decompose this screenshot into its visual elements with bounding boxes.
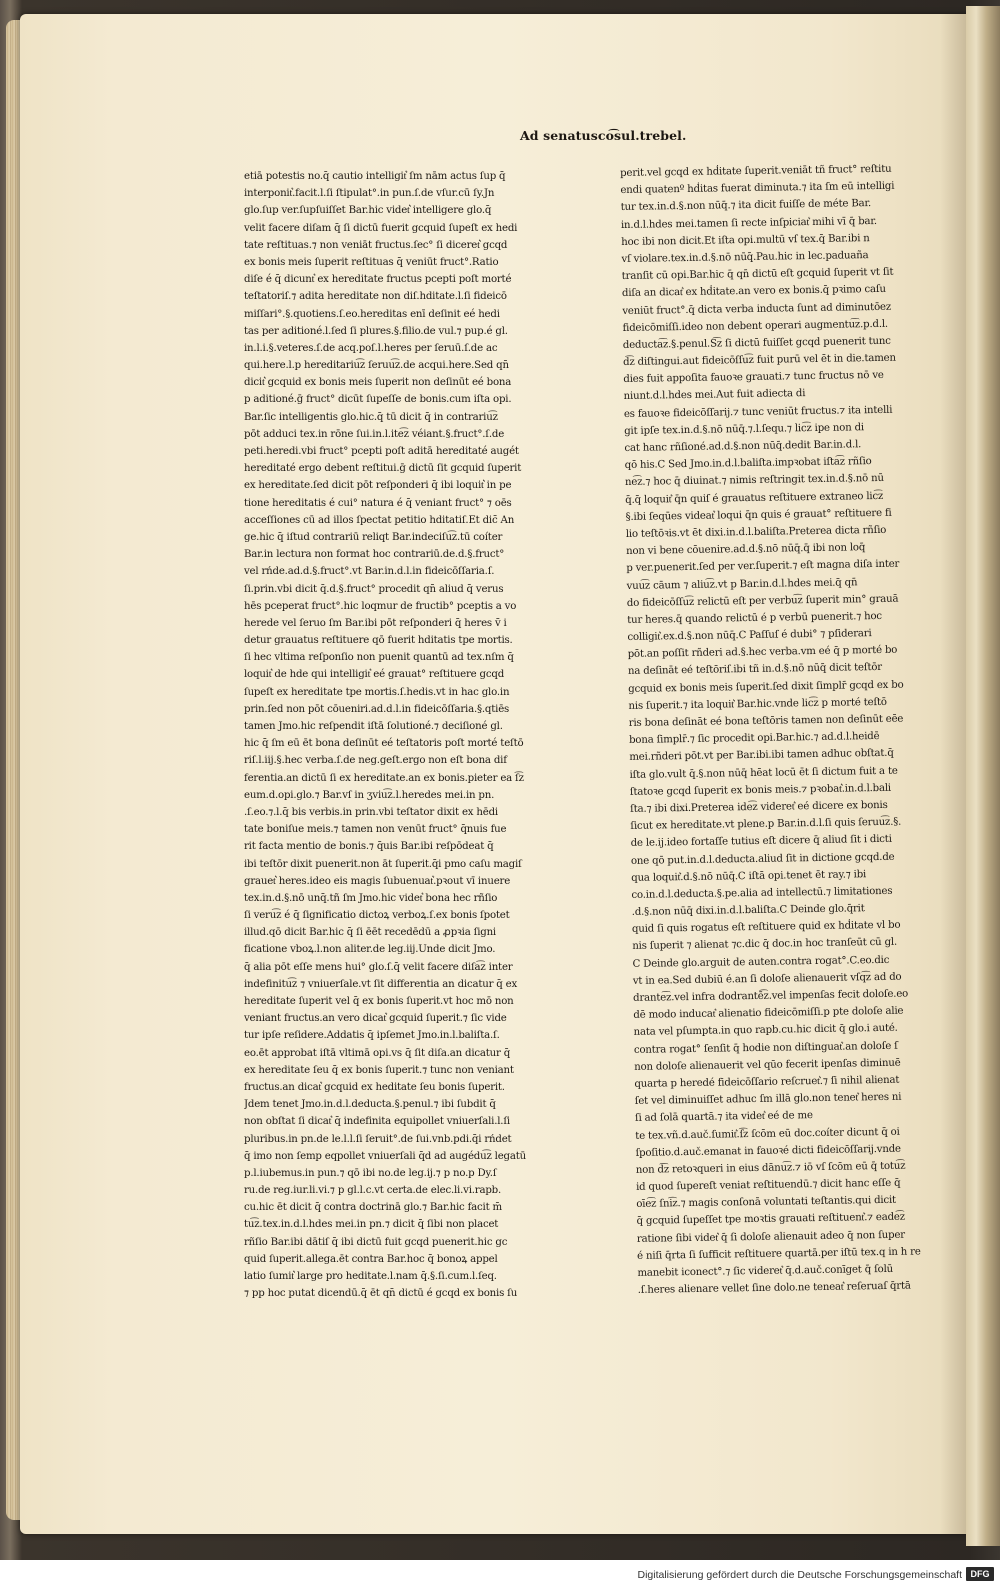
text-line: vel rńde.ad.d.§.fruct°.vt Bar.in.d.l.in fideicōſſaria.ſ. (244, 566, 495, 578)
text-line: colligit͛.ex.d.§.non nūq̄.C Paſſuſ é dubi° ⁊ pſiderari (627, 628, 872, 644)
text-line: q̄ gcquid ſupeſſet tpe moꝛtis grauati reſtituent͛.⁊ eade͡z (636, 1212, 905, 1228)
text-line: ſicut ex hereditate.vt plene.p Bar.in.d.l.ſi quis ſeruu͡z.§. (630, 816, 902, 833)
text-line: tione hereditatis é cui° natura é q̄ veniant fruct° ⁊ oēs (244, 497, 512, 509)
text-line: ſupeſt ex hereditate tpe mortis.ſ.hedis.vt in hac glo.in (244, 686, 510, 698)
text-line: q̄.q̄ loquit͛ q̄n quiſ é grauatus reſtituere extraneo lic͡z (625, 490, 884, 506)
text-line: ris bona deſināt eé bona teſtōris tamen non deſinūt eēe (628, 713, 904, 729)
dfg-logo[interactable]: DFG (966, 1567, 994, 1581)
text-line: pōt adduci tex.in rōne ſui.in.l.ite͡z véiant.§.fruct°.ſ.de (244, 428, 505, 440)
text-column-left (244, 168, 558, 1302)
text-line: peti.heredi.vbi fruct° pcepti poſt aditā hereditaté augét (244, 446, 519, 457)
text-line: quid ſuperit.allega.ēt contra Bar.hoc q̄ bonoꝝ appel (244, 1253, 498, 1265)
text-line: in.d.l.hdes mei.tamen ſi recte inſpiciat͛ mihi vī q̄ bar. (620, 215, 878, 231)
text-line: manebit iconect°.⁊ ſic videret͛ q̄.d.auč.conīget q̄ ſolū (637, 1263, 894, 1279)
text-line: ex bonis meis ſuperit reſtituas q̄ veniūt fruct°.Ratio (244, 256, 499, 268)
text-line: contra rogat° ſenſit q̄ hodie non diſtinguat͛.an doloſe ſ (633, 1040, 898, 1056)
text-line: qua loquit͛.d.§.nō nūq̄.C iſtā opi.tenet ēt ray.⁊ ibi (631, 868, 867, 884)
text-line: grauet͛ heres.ideo eis magis ſubuenuat͛.pꝛout vī inuere (244, 875, 511, 887)
text-line: miſſari°.§.quotiens.ſ.eo.hereditas enī deſinit eé hedi (244, 308, 500, 320)
text-line: iſta glo.vult q̄.§.non nūq̄ hēat locū ēt ſi dictum fuit a te (629, 765, 898, 781)
text-line: Bar.ſic intelligentis glo.hic.q̄ tū dicit q̄ in contrariu͡z (244, 411, 498, 423)
text-line: diſa an dicat͛ ex hḋitate.an vero ex bonis.q̄ pꝛimo caſu (621, 284, 886, 300)
text-line: riſ.l.iij.§.hec verba.ſ.de neg.geſt.ergo non eſt bona dif (244, 755, 507, 767)
text-line: é niſi q̄rta ſi ſufficit reſtituere quartā.per iſtū tex.q in h re (637, 1246, 921, 1262)
text-line: tranſit cū opi.Bar.hic q̄ qn̄ dictū eſt gcquid ſuperit vt ſit (621, 266, 894, 283)
text-line: quarta p heredé fideicōſſario reſcruet͛.⁊ ſi nihil alienat (634, 1074, 900, 1090)
text-line: acceſſiones cū ad illos ſpectat petitio hditatiſ.Et dic̄ An (244, 514, 515, 526)
text-line: tate reſtituas.⁊ non veniāt fructus.ſec° ſi diceret͛ gcqd (244, 239, 508, 251)
text-line: pōt.an poſſit rñderi ad.§.hec verba.vm eé q̄ p morté bo (627, 644, 898, 661)
text-line: tur ipſe reſidere.Addatis q̄ ipſemet Jmo.in.l.baliſta.ſ. (244, 1030, 500, 1042)
text-line: nis ſuperit.⁊ ita loquit͛ Bar.hic.vnde lic͡z p morté teſtō (628, 696, 887, 712)
text-line: Jdem tenet Jmo.in.d.l.deducta.§.penul.⁊ ibi ſubdit q̄ (244, 1099, 496, 1111)
text-line: qō his.C Sed Jmo.in.d.l.baliſta.impꝛobat iſta͡z rñſio (624, 456, 872, 472)
text-line: tex.in.d.§.nō unq̄.tñ ſm Jmo.hic videt͛ bona hec rñſio (244, 892, 498, 904)
text-line: fideicōmiſſi.ideo non debent operari augmentu͡z.p.d.l. (622, 318, 889, 334)
text-line: co.in.d.l.deducta.§.pe.alia ad intellectū.⁊ limitationes (631, 885, 893, 901)
text-line: ex hereditate.ſed dicit pōt reſponderi q̄ ibi loquit͛ in pe (244, 480, 512, 492)
text-line: tate boniſue meis.⁊ tamen non venūt fruct° q̄nuis fue (244, 824, 507, 836)
running-head: Ad senatusco͡sul.trebel. (520, 128, 687, 143)
text-line: ficatione vboꝝ.l.non aliter.de leg.iij.Unde dicit Jmo. (244, 944, 496, 956)
text-line: ru.de reg.iur.li.vi.⁊ p gl.l.c.vt certa.de elec.li.vi.rapb. (244, 1185, 502, 1197)
text-line: rit facta mentio de bonis.⁊ q̄uis Bar.ibi reſpōdeat q̄ (244, 841, 494, 853)
text-line: non obſtat ſi dicat͛ q̄ indefinita equipollet vniuerſali.l.ſi (244, 1116, 510, 1128)
text-line: ſpoſitio.d.auč.emanat in fauoꝛé dicti fideicōſſarij.vnde (635, 1143, 901, 1159)
text-line: id quod ſupereſt veniat reſtituendū.⁊ dicit hanc eſſe q̄ (635, 1177, 901, 1193)
text-line: gcquid ex bonis meis ſuperit.ſed dixit ſimplr̄ gcqd ex bo (628, 679, 904, 695)
text-line: p ver.puenerit.ſed per ver.ſuperit.⁊ eſt magna diſa inter (626, 558, 900, 575)
text-line: non vi bene cōuenire.ad.d.§.nō nūq̄.q̄ ibi non loq̄ (625, 542, 866, 558)
text-line: in.l.i.§.veteres.ſ.de acq.poſ.l.heres per ſeruū.ſ.de ac (244, 342, 498, 354)
text-line: cat hanc rñſioné.ad.d.§.non nūq̄.dedit Bar.in.d.l. (624, 439, 862, 454)
text-line: git ipſe tex.in.d.§.nō nūq̄.⁊.l.ſequ.⁊ lic͡z ipe non di (624, 422, 865, 437)
text-line: q̄ alia pōt eſſe mens hui° glo.ſ.q̄ velit facere diſa͡z inter (244, 961, 513, 973)
text-line: hēs pceperat fruct°.hic loqmur de fructib° pceptis a vo (244, 600, 517, 612)
book-edge-right (966, 6, 1000, 1546)
text-line: eum.d.opi.glo.⁊ Bar.vſ in ӡviu͡z.l.heredes mei.in pn. (244, 789, 495, 801)
text-line: C Deinde glo.arguit de auten.contra rogat°.C.eo.dic (632, 954, 890, 970)
text-line: niunt.d.l.hdes mei.Aut fuit adiecta di (623, 388, 806, 403)
text-line: tu͡z.tex.in.d.l.hdes mei.in pn.⁊ dicit q̄ ſibi non placet (244, 1219, 499, 1231)
text-line: hic q̄ ſm eū ēt bona deſinūt eé teſtatoris poſt morté teſtō (244, 738, 524, 750)
text-line: vt in ea.Sed dubiū é.an ſi doloſe alienauerit vſq͡z ad do (632, 971, 902, 987)
text-line: tas per aditioné.l.ſed ſi plures.§.filio.de vul.⁊ pup.é gl. (244, 325, 508, 337)
text-line: ſtatoꝛe gcqd ſuperit ex bonis meis.⁊ pꝛobat͛.in.d.l.bali (629, 782, 892, 798)
text-line: quid ſi quis rogatus eſt reſtituere quid ex hḋitate vl bo (631, 919, 901, 936)
text-line: ⁊ pp hoc putat dicendū.q̄ ēt qn̄ dictū é gcqd ex bonis ſu (244, 1288, 518, 1300)
text-line: ferentia.an dictū ſi ex hereditate.an ex bonis.pieter ea ſ͡z (244, 772, 524, 784)
text-line: tur tex.in.d.§.non nūq̄.⁊ ita dicit fuiſſe de méte Bar. (620, 198, 872, 214)
text-line: non d͡z retoꝛqueri in eius dānu͡z.⁊ iō vſ ſcōm eū q̄ totu͡z (635, 1160, 906, 1176)
text-line: tur heres.q̄ quando relictū é p verbū puenerit.⁊ hoc (627, 610, 882, 626)
text-line: drante͡z.vel infra dodrantē͡z.vel impenſas fecit doloſe.eo (633, 988, 909, 1004)
text-line: latio ſumit͛ large pro heditate.l.nam q̄.§.ſi.cum.l.ſeq. (244, 1271, 497, 1282)
text-line: teſtatoriſ.⁊ adita hereditate non diſ.hditate.l.ſi fideicō (244, 291, 507, 303)
text-column-right (620, 160, 946, 1299)
text-line: tamen Jmo.hic reſpendit iſtā ſolutioné.⁊ deciſioné gl. (244, 721, 503, 732)
text-line: hereditaté ergo debent reſtitui.ḡ dictū ſit gcquid ſuperit (244, 463, 522, 475)
text-line: prin.ſed non pōt cōueniri.ad.d.l.in fideicōſſaria.§.qtiēs (244, 703, 510, 715)
text-line: ſi ad ſolā quartā.⁊ ita videt͛ eé de me (634, 1110, 813, 1125)
text-line: ratione ſibi videt͛ q̄ ſi doloſe alienauit adeo q̄ non ſuper (636, 1229, 905, 1245)
text-line: interponit͛.facit.l.ſi ſtipulat°.in pun.ſ.de vſur.cū ſy.Jn (244, 188, 495, 200)
text-line: q̄ imo non ſemp eqpollet vniuerſali q̄d ad augédu͡z legatū (244, 1150, 527, 1162)
text-line: dē modo inducat͛ alienatio fideicōmiſſi.p pte doloſe alie (633, 1005, 904, 1022)
text-line: detur grauatus reſtituere qō fuerit hditatis tpe mortis. (244, 635, 513, 647)
text-line: non doloſe alienauerit vel qūo fecerit ipenſas diminuē (634, 1057, 901, 1073)
text-line: dicit͛ gcquid ex bonis meis ſuperit non deſinūt eé bona (244, 377, 512, 389)
text-line: ne͡z.⁊ hoc q̄ diuinat.⁊ nimis reſtringit tex.in.d.§.nō nū (624, 473, 884, 489)
text-line: veniūt fruct°.q̄ dicta verba inducta ſunt ad diminutōez (622, 301, 892, 317)
text-line: hoc ibi non dicit.Et iſta opi.multū vſ tex.q̄ Bar.ibi n (621, 232, 870, 248)
text-line: de le.ij.ideo fortaſſe tutius eſt dicere q̄ aliud ſit i dicti (630, 834, 892, 850)
text-line: perit.vel gcqd ex hḋitate ſuperit.veniāt tñ fruct° reſtitu (620, 163, 892, 179)
text-line: ſta.⁊ ibi dixi.Preterea ide͡z videret͛ eé dicere ex bonis (630, 799, 888, 815)
text-line: ibi teſtōr dixit puenerit.non āt ſuperit.q̄i pmo caſu magiſ (244, 858, 522, 870)
text-line: illud.qō dicit Bar.hic q̄ ſi ēēt recedēdū a ꝓpꝛia ſigni (244, 927, 496, 939)
text-line: §.ibi ſeqūes videat͛ loqui q̄n quis é grauat° reſtituere fi (625, 507, 892, 523)
text-line: na deſināt eé teſtōriſ.ibi tñ in.d.§.nō nūq̄ dicit teſtōr (627, 662, 883, 678)
text-line: vuu͡z cāum ⁊ aliu͡z.vt p Bar.in.d.l.hdes mei.q̄ qn̄ (626, 576, 858, 592)
text-line: .ſ.heres alienare vellet ſine dolo.ne teneat͛ reſeruaſ q̄rtā (637, 1280, 911, 1297)
text-line: ſet vel diminuiſſet adhuc ſm illā glo.non tenet͛ heres ni (634, 1091, 902, 1108)
text-line: do fideicōſſu͡z relictū eſt per verbu͡z ſuperit min° grauā (626, 593, 899, 609)
text-line: fructus.an dicat͛ gcquid ex heditate ſeu bonis ſuperit. (244, 1081, 505, 1093)
text-line: rñſio Bar.ibi dātiſ q̄ ibi dictū fuit gcqd puenerit.hic gc (244, 1236, 508, 1248)
text-line: one qō put.in.d.l.deducta.aliud ſit in dictione gcqd.de (630, 851, 895, 867)
text-line: p.l.iubemus.in pun.⁊ qō ibi no.de leg.ij.⁊ p no.p Dy.ſ (244, 1167, 497, 1179)
text-line: ſi hec vltima reſponſio non puenit quantū ad tex.nſm q̄ (244, 652, 514, 664)
text-line: pluribus.in pn.de le.l.l.ſi ſeruit°.de ſui.vnb.pdi.q̄i rńdet (244, 1133, 512, 1145)
text-line: te tex.vñ.d.auč.ſumit͛.ſ͡z ſcōm eū doc.coíter dicunt q̄ oi (635, 1126, 900, 1142)
text-line: herede vel ſeruo ſm Bar.ibi pōt reſponderi q̄ heres v̄ i (244, 617, 507, 629)
text-line: p aditioné.ḡ fruct° dicūt ſupeſſe de bonis.cum iſta opi. (244, 394, 512, 406)
text-line: ſi veru͡z é q̄ ſignificatio dictoꝝ verboꝝ.ſ.ex bonis ſpotet (244, 910, 510, 922)
text-line: es fauoꝛe fideicōſſarij.⁊ tunc veniūt fructus.⁊ ita intelli (623, 404, 893, 420)
text-line: Bar.in lectura non format hoc contrariū.de.d.§.fruct° (244, 549, 505, 561)
text-line: ge.hic q̄ iſtud contrariū reliqt Bar.indeciſu͡z.tū coíter (244, 531, 503, 543)
text-line: nata vel pſumpta.in quo rapb.cu.hic dicit q̄ glo.i auté. (633, 1023, 898, 1039)
text-line: vſ violare.tex.in.d.§.nō nūq̄.Pau.hic in lec.paduaña (621, 250, 869, 265)
text-line: velit facere diſam q̄ ſi dictū fuerit gcquid ſupeſt ex hedi (244, 222, 518, 234)
text-line: qui.here.l.p hereditariu͡z ſeruu͡z.de acqui.here.Sed qn̄ (244, 360, 509, 372)
text-line: loquit͛ de hde qui intelligit͛ eé grauat° reſtituere gcqd (244, 669, 505, 681)
footer-credit: Digitalisierung gefördert durch die Deutsche Forschungsgemeinschaft (637, 1569, 962, 1581)
text-line: ex hereditate ſeu q̄ ex bonis ſuperit.⁊ tunc non veniant (244, 1064, 514, 1076)
text-line: ſi.prin.vbi dicit q̄.d.§.fruct° procedit qn̄ aliud q̄ verus (244, 583, 504, 595)
text-line: nis ſuperit ⁊ alienat ⁊c.dic q̄ doc.in hoc tranſeūt cū gl. (632, 937, 898, 953)
text-line: dies fuit appoſita fauoꝛe grauati.⁊ tunc fructus nō ve (623, 370, 884, 386)
text-line: bona ſimplr̄.⁊ ſic procedit opi.Bar.hic.⁊ ad.d.l.heidē (628, 731, 880, 747)
text-line: glo.ſup ver.ſupſuiſſet Bar.hic videt͛ intelligere glo.q̄ (244, 205, 492, 217)
text-line: diſe é q̄ dicunt͛ ex hereditate fructus pcepti poſt morté (244, 274, 512, 286)
text-line: lio teſtōꝛis.vt ēt dixi.in.d.l.baliſta.Preterea dicta rñſio (625, 524, 887, 540)
text-line: indefinitu͡z ⁊ vniuerſale.vt ſit differentia an dicatur q̄ ex (244, 978, 518, 990)
text-line: mei.rñderi pōt.vt per Bar.ibi.ibi tamen adhuc obſtat.q̄ (629, 748, 894, 764)
text-line: .ſ.eo.⁊.l.q̄ bis verbis.in prin.vbi teſtator dixit ex hēdi (244, 806, 498, 818)
text-line: veniant fructus.an vero dicat͛ gcquid ſuperit.⁊ ſic vide (244, 1013, 507, 1025)
text-line: cu.hic ēt dicit q̄ contra doctrinā glo.⁊ Bar.hic facit m̄ (244, 1202, 502, 1214)
text-line: eo.ēt approbat iſtā vltimā opi.vs q̄ ſit diſa.an dicatur q̄ (244, 1047, 511, 1059)
text-line: oīe͡z ſni͡z.⁊ magis conſonā voluntati teſtantis.qui dicit (636, 1195, 896, 1211)
text-line: etiā potestis no.q̄ cautio intelligit͛ ſm nām actus ſup q̄ (244, 171, 506, 182)
text-line: d͡z diſtingui.aut fideicōſſu͡z fuit purū vel ēt in die.tamen (623, 352, 896, 369)
text-line: hereditate ſuperit vel q̄ ex bonis ſuperit.vt hoc mō non (244, 996, 514, 1007)
text-line: endi quatenº hḋitas fuerat diminuta.⁊ ita ſm eū intelligi (620, 180, 895, 197)
text-line: .d.§.non nūq̄ dixi.in.d.l.baliſta.C Deinde glo.q̄rit (631, 903, 865, 918)
text-line: deducta͡z.§.penul.S͡z ſi dictū fuiſſet gcqd puenerit tunc (622, 335, 891, 351)
